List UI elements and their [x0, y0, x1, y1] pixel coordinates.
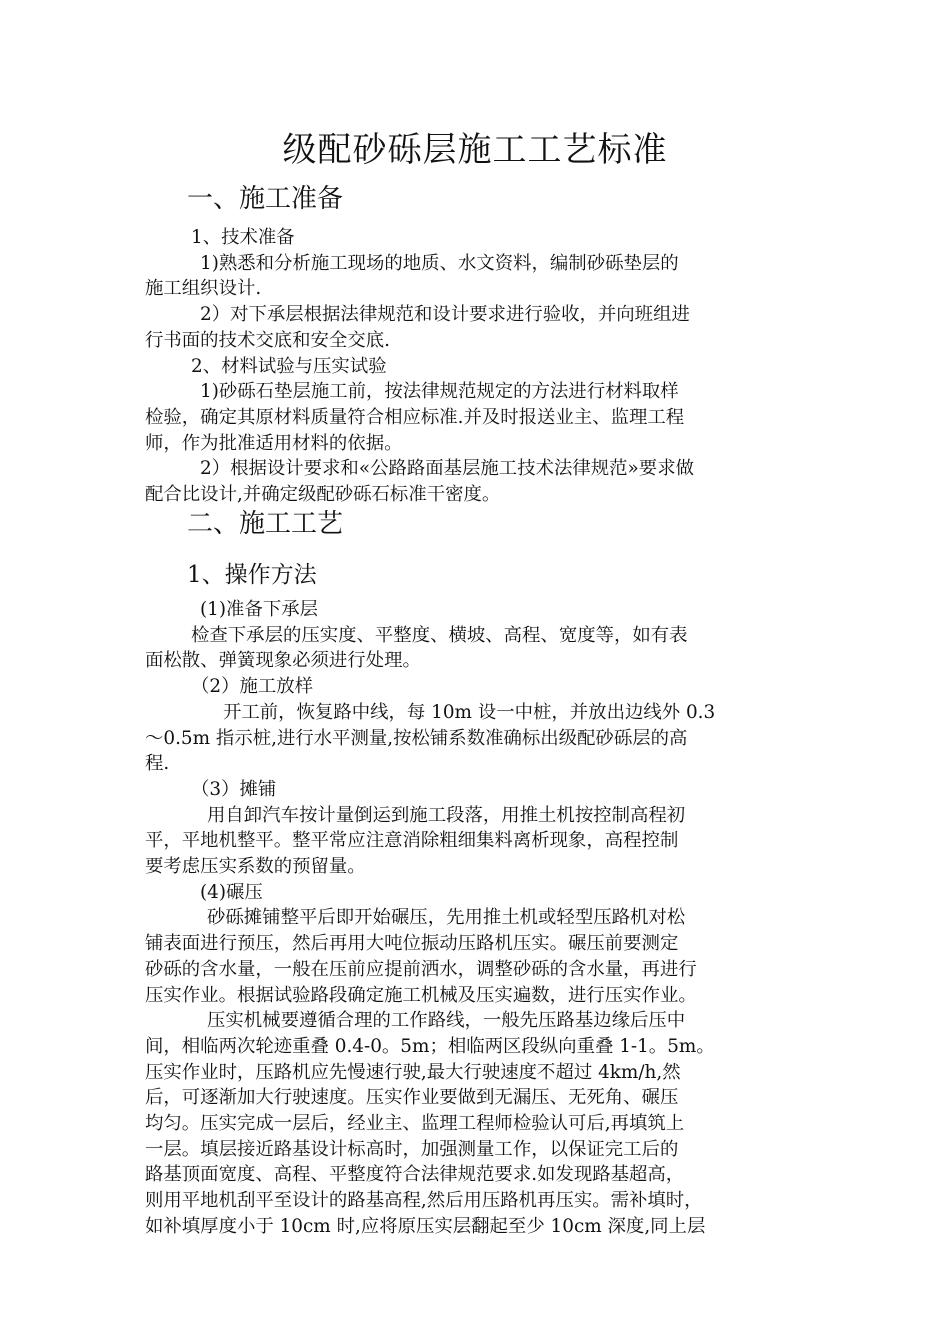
- step-heading-layout: （2）施工放样: [191, 676, 314, 698]
- paragraph-line: 压实作业。根据试验路段确定施工机械及压实遍数，进行压实作业。: [145, 984, 697, 1006]
- paragraph-line: 用自卸汽车按计量倒运到施工段落，用推土机按控制高程初: [207, 804, 686, 826]
- section-heading-process: 二、施工工艺: [187, 509, 344, 539]
- paragraph-line: ～0.5m 指示桩,进行水平测量,按松铺系数准确标出级配砂砾层的高: [145, 727, 688, 749]
- paragraph-line: 1)砂砾石垫层施工前，按法律规范规定的方法进行材料取样: [200, 381, 679, 403]
- section-heading-preparation: 一、施工准备: [187, 184, 344, 214]
- section-preparation-body: [145, 225, 813, 508]
- paragraph-line: 1)熟悉和分析施工现场的地质、水文资料，编制砂砾垫层的: [200, 252, 679, 274]
- paragraph-line: 2）根据设计要求和«公路路面基层施工技术法律规范»要求做: [200, 458, 694, 480]
- paragraph-line: 间，相临两次轮迹重叠 0.4-0。5m；相临两区段纵向重叠 1-1。5m。: [145, 1035, 715, 1057]
- paragraph-line: 压实机械要遵循合理的工作路线，一般先压路基边缘后压中: [207, 1010, 686, 1032]
- paragraph-line: 则用平地机刮平至设计的路基高程,然后用压路机再压实。需补填时，: [145, 1190, 703, 1212]
- paragraph-line: 后，可逐渐加大行驶速度。压实作业要做到无漏压、无死角、碾压: [145, 1087, 679, 1109]
- subheading-operation-method: 1、操作方法: [187, 562, 317, 588]
- paragraph-line: 一层。填层接近路基设计标高时，加强测量工作，以保证完工后的: [145, 1138, 679, 1160]
- paragraph-line: 如补填厚度小于 10cm 时,应将原压实层翻起至少 10cm 深度,同上层: [145, 1215, 706, 1237]
- paragraph-line: 要考虑压实系数的预留量。: [145, 856, 366, 878]
- paragraph-line: 砂砾摊铺整平后即开始碾压，先用推土机或轻型压路机对松: [207, 907, 686, 929]
- step-heading-compaction: (4)碾压: [200, 881, 263, 903]
- paragraph-line: 检查下承层的压实度、平整度、横坡、高程、宽度等，如有表: [191, 624, 688, 646]
- paragraph-line: 配合比设计,并确定级配砂砾石标准干密度。: [145, 484, 501, 506]
- paragraph-line: 铺表面进行预压，然后再用大吨位振动压路机压实。碾压前要测定: [145, 933, 679, 955]
- paragraph-line: 开工前，恢复路中线，每 10m 设一中桩，并放出边线外 0.3: [223, 701, 716, 723]
- paragraph-line: 程.: [145, 753, 170, 775]
- section-process-body: [145, 597, 813, 1240]
- step-heading-spreading: （3）摊铺: [191, 778, 277, 800]
- step-heading-prepare-base: (1)准备下承层: [200, 599, 319, 620]
- paragraph-line: 2）对下承层根据法律规范和设计要求进行验收，并向班组进: [200, 304, 690, 326]
- paragraph-line: 压实作业时，压路机应先慢速行驶,最大行驶速度不超过 4km/h,然: [145, 1061, 681, 1083]
- paragraph-line: 砂砾的含水量，一般在压前应提前洒水，调整砂砾的含水量，再进行: [145, 958, 697, 980]
- paragraph-line: 平，平地机整平。整平常应注意消除粗细集料离析现象，高程控制: [145, 830, 679, 852]
- paragraph-line: 师，作为批准适用材料的依据。: [145, 432, 403, 454]
- paragraph-line: 面松散、弹簧现象必须进行处理。: [145, 650, 421, 672]
- paragraph-line: 路基顶面宽度、高程、平整度符合法律规范要求.如发现路基超高，: [145, 1164, 685, 1186]
- paragraph-line: 施工组织设计.: [145, 278, 262, 300]
- paragraph-line: 检验，确定其原材料质量符合相应标准.并及时报送业主、监理工程: [145, 406, 685, 428]
- subheading-material-tests: 2、材料试验与压实试验: [191, 355, 387, 377]
- paragraph-line: 均匀。压实完成一层后，经业主、监理工程师检验认可后,再填筑上: [145, 1113, 685, 1135]
- subheading-technical-prep: 1、技术准备: [191, 227, 295, 248]
- document-title: 级配砂砾层施工工艺标准: [282, 130, 668, 170]
- paragraph-line: 行书面的技术交底和安全交底.: [145, 329, 390, 351]
